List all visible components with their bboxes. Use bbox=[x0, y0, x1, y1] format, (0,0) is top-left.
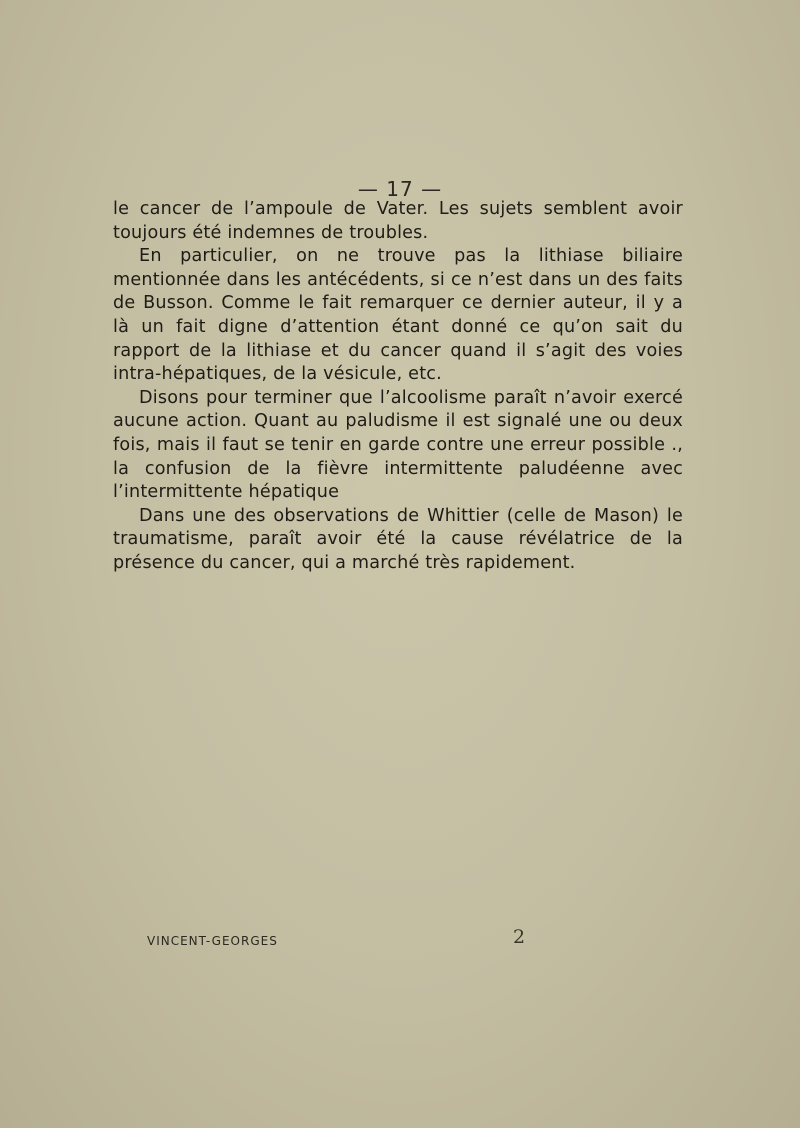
signature-mark: 2 bbox=[513, 926, 526, 948]
paragraph-1: le cancer de l’ampoule de Vater. Les sujets semblent avoir toujours été indemnes de troubles. bbox=[113, 199, 683, 243]
page-number: — 17 — bbox=[357, 177, 443, 201]
paragraph-3: Disons pour terminer que l’alcoolisme paraît n’avoir exercé aucune action. Quant au paludisme il est signalé une ou deux fois, mais il faut se tenir en garde contre une erreur possible ., la confusion de la fièvre intermittente paludéenne avec l’intermittente hépatique bbox=[113, 387, 683, 503]
paragraph-4: Dans une des observations de Whittier (celle de Mason) le traumatisme, paraît avoir été la cause révélatrice de la présence du cancer, qui a marché très rapidement. bbox=[113, 505, 683, 573]
body-text bbox=[113, 198, 683, 576]
paragraph-2: En particulier, on ne trouve pas la lithiase biliaire mentionnée dans les antécédents, si ce n’est dans un des faits de Busson. Comme le fait remarquer ce dernier auteur, il y a là un fait digne d’attention étant donné ce qu’on sait du rapport de la lithiase et du cancer quand il s’agit des voies intra-hépatiques, de la vésicule, etc. bbox=[113, 246, 683, 385]
footer-author: VINCENT-GEORGES bbox=[147, 934, 278, 948]
